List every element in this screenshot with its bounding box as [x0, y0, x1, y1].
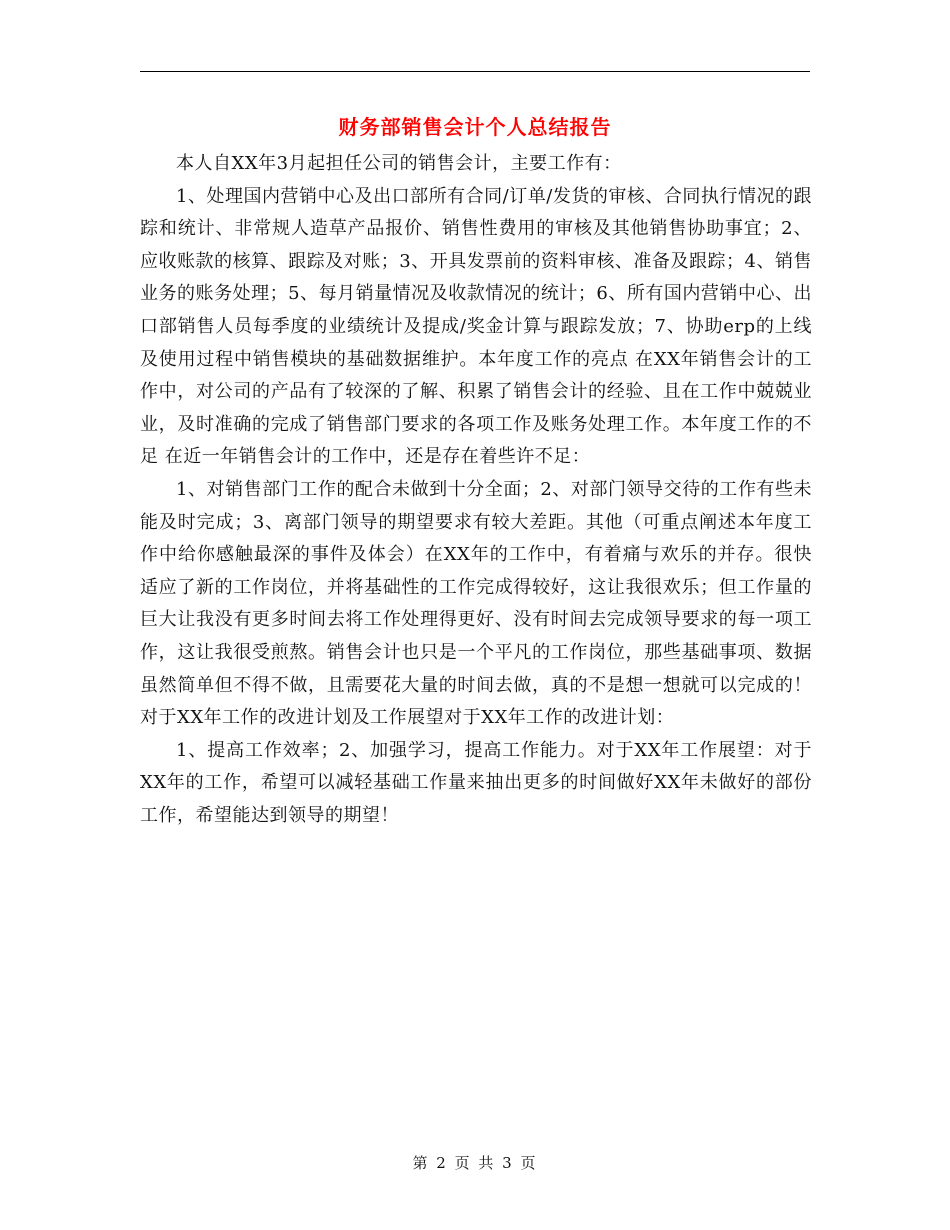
paragraph-plan: 1、提高工作效率；2、加强学习，提高工作能力。对于XX年工作展望：对于XX年的工作，希望可以减轻基础工作量来抽出更多的时间做好XX年未做好的部份工作，希望能达到领导的期望！	[140, 739, 812, 826]
header-rule	[140, 71, 810, 72]
page-number: 第 2 页 共 3 页	[412, 1154, 538, 1172]
document-body	[140, 148, 812, 832]
document-title: 财务部销售会计个人总结报告	[338, 115, 612, 139]
paragraph-duties: 1、处理国内营销中心及出口部所有合同/订单/发货的审核、合同执行情况的跟踪和统计、非常规人造草产品报价、销售性费用的审核及其他销售协助事宜；2、应收账款的核算、跟踪及对账；3、开具发票前的资料审核、准备及跟踪；4、销售业务的账务处理；5、每月销量情况及收款情况的统计；6、所有国内营销中心、出口部销售人员每季度的业绩统计及提成/奖金计算与跟踪发放；7、协助erp的上线及使用过程中销售模块的基础数据维护。本年度工作的亮点 在XX年销售会计的工作中，对公司的产品有了较深的了解、积累了销售会计的经验、且在工作中兢兢业业，及时准确的完成了销售部门要求的各项工作及账务处理工作。本年度工作的不足 在近一年销售会计的工作中，还是存在着些许不足：	[140, 185, 812, 468]
paragraph-intro: 本人自XX年3月起担任公司的销售会计，主要工作有：	[176, 153, 622, 174]
paragraph-shortcomings: 1、对销售部门工作的配合未做到十分全面；2、对部门领导交待的工作有些未能及时完成；3、离部门领导的期望要求有较大差距。其他（可重点阐述本年度工作中给你感触最深的事件及体会）在XX年的工作中，有着痛与欢乐的并存。很快适应了新的工作岗位，并将基础性的工作完成得较好，这让我很欢乐；但工作量的巨大让我没有更多时间去将工作处理得更好、没有时间去完成领导要求的每一项工作，这让我很受煎熬。销售会计也只是一个平凡的工作岗位，那些基础事项、数据虽然简单但不得不做，且需要花大量的时间去做，真的不是想一想就可以完成的！对于XX年工作的改进计划及工作展望对于XX年工作的改进计划：	[140, 478, 812, 729]
